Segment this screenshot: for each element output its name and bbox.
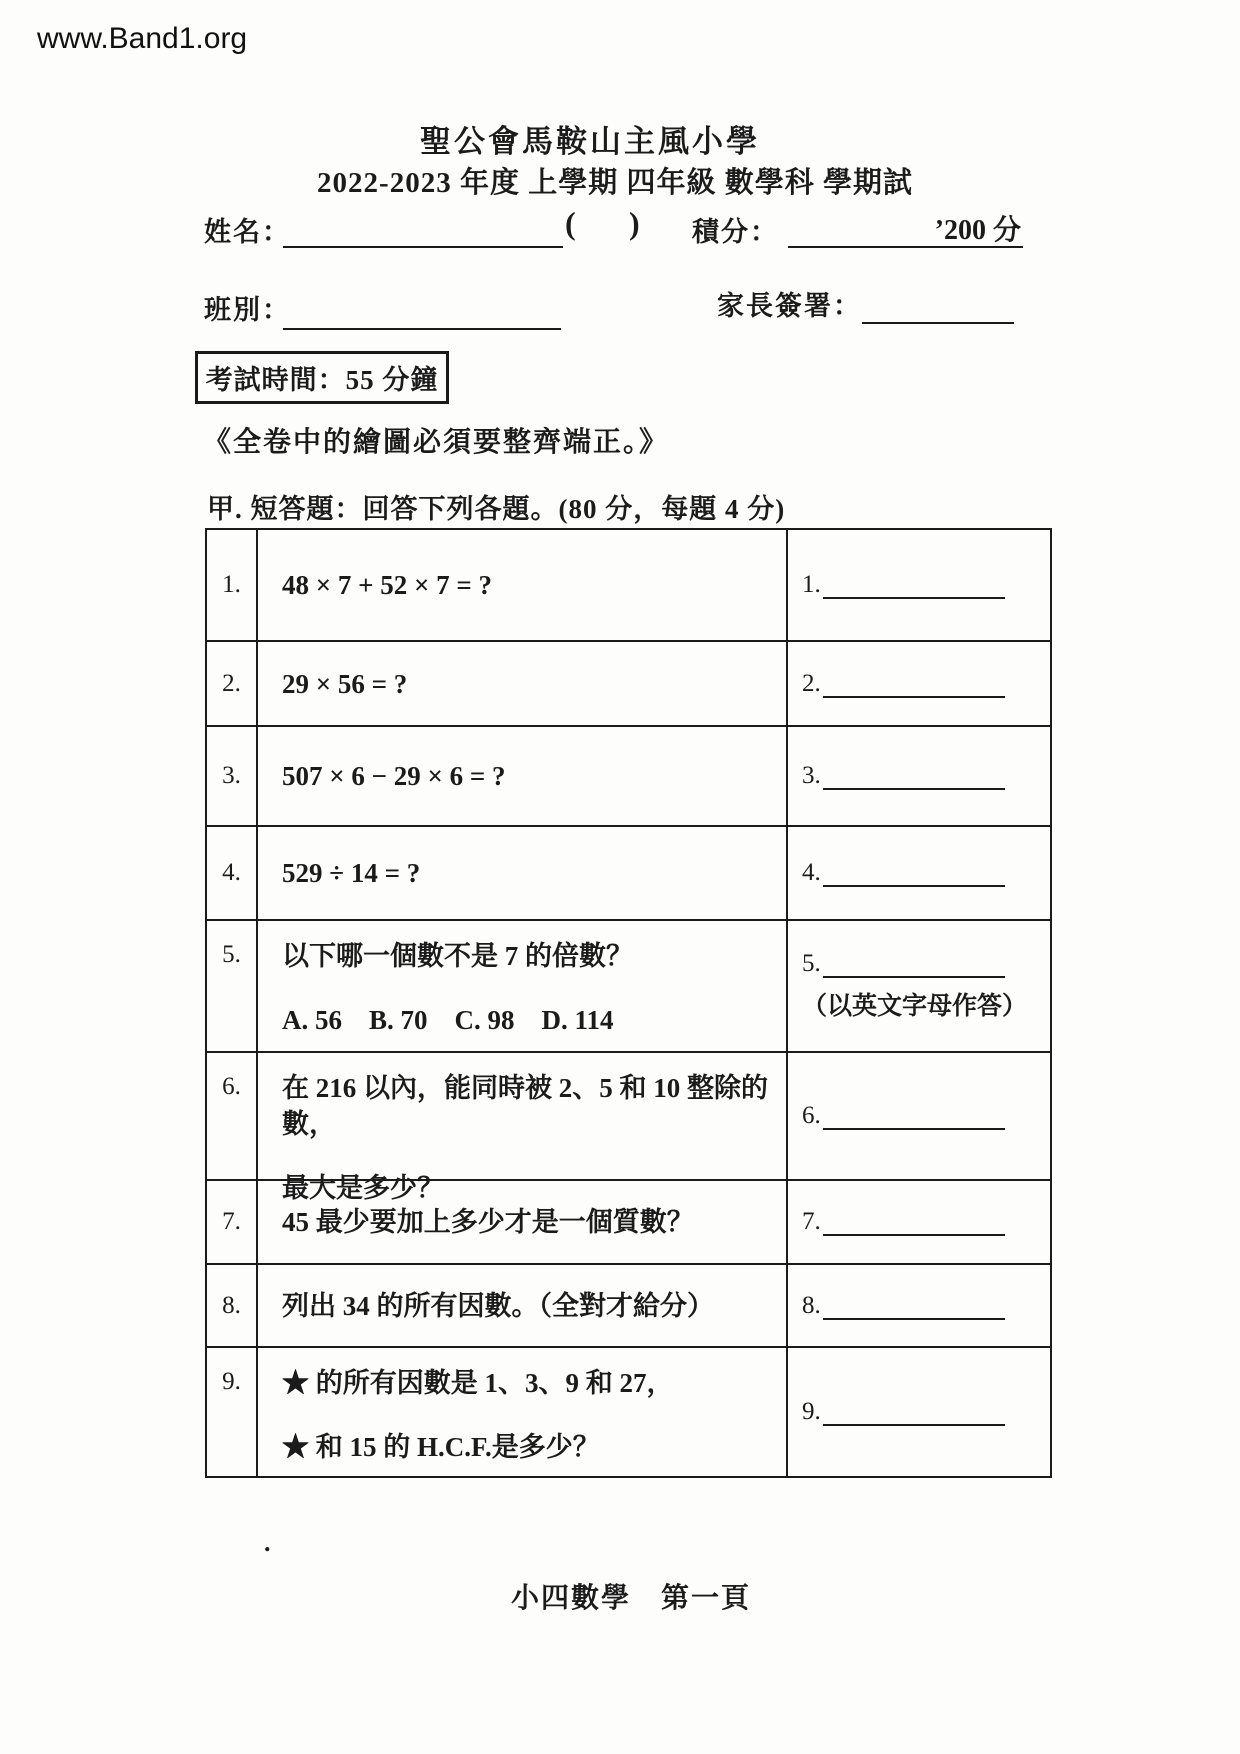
- answer-blank-line: [823, 1398, 1005, 1426]
- stray-mark: .: [264, 1528, 271, 1557]
- question-number: 7.: [207, 1181, 258, 1263]
- question-row-4: [207, 825, 1050, 919]
- question-row-5: [207, 919, 1050, 1051]
- question-row-9: [207, 1346, 1050, 1476]
- score-value: ’200 分: [934, 215, 1021, 246]
- answer-number: 6.: [802, 1102, 821, 1130]
- question-text: 507 × 6 − 29 × 6 = ?: [282, 761, 506, 791]
- question-text: 45 最少要加上多少才是一個質數？: [282, 1207, 694, 1237]
- answer-number: 2.: [802, 669, 821, 697]
- question-row-8: [207, 1263, 1050, 1346]
- question-number: 1.: [207, 530, 258, 640]
- question-row-7: [207, 1179, 1050, 1263]
- question-text: 在 216 以內，能同時被 2、5 和 10 整除的數，: [282, 1073, 768, 1139]
- answer-blank-line: [823, 669, 1005, 697]
- answer-blank-line: [823, 859, 1005, 887]
- class-blank-line: [283, 328, 561, 330]
- question-row-1: [207, 530, 1050, 640]
- question-row-3: [207, 725, 1050, 825]
- question-text: 列出 34 的所有因數。（全對才給分）: [282, 1290, 714, 1321]
- answer-number: 8.: [802, 1291, 821, 1319]
- answer-number: 3.: [802, 762, 821, 790]
- drawing-notice: 《全卷中的繪圖必須要整齊端正。》: [203, 427, 670, 458]
- question-number: 6.: [207, 1053, 258, 1179]
- class-label: 班別：: [204, 295, 291, 325]
- answer-blank-line: [823, 571, 1005, 599]
- answer-number: 1.: [802, 571, 821, 599]
- answer-blank-line: [823, 762, 1005, 790]
- question-text-line-2: ★ 和 15 的 H.C.F.是多少？: [282, 1432, 600, 1462]
- question-table: [205, 528, 1052, 1478]
- question-text: 48 × 7 + 52 × 7 = ?: [282, 570, 493, 600]
- question-number: 4.: [207, 827, 258, 919]
- name-label: 姓名：: [204, 217, 291, 247]
- question-row-2: [207, 640, 1050, 725]
- section-a-header: 甲. 短答題：回答下列各題。(80 分，每題 4 分): [207, 494, 786, 524]
- watermark-url: www.Band1.org: [37, 22, 248, 55]
- name-blank-line: [283, 246, 563, 248]
- answer-blank-line: [823, 1102, 1005, 1130]
- question-text: 29 × 56 = ?: [282, 668, 408, 699]
- question-number: 2.: [207, 642, 258, 725]
- score-label: 積分：: [692, 217, 779, 247]
- question-number: 8.: [207, 1265, 258, 1346]
- page-footer: 小四數學 第一頁: [510, 1583, 751, 1614]
- answer-number: 9.: [802, 1398, 821, 1426]
- name-paren-close: ): [629, 205, 640, 241]
- question-text-line-2: 最大是多少？: [282, 1173, 444, 1203]
- question-text: ★ 的所有因數是 1、3、9 和 27，: [282, 1368, 674, 1398]
- answer-blank-line: [823, 950, 1005, 978]
- exam-title: 2022-2023 年度 上學期 四年級 數學科 學期試: [317, 167, 913, 199]
- answer-number: 4.: [802, 859, 821, 887]
- question-options: A. 56 B. 70 C. 98 D. 114: [282, 1005, 614, 1035]
- exam-time-box: 考試時間：55 分鐘: [195, 351, 449, 404]
- question-number: 3.: [207, 727, 258, 825]
- answer-blank-line: [823, 1208, 1005, 1236]
- question-row-6: [207, 1051, 1050, 1203]
- answer-number: 5.: [802, 950, 821, 978]
- question-number: 9.: [207, 1348, 258, 1476]
- answer-number: 7.: [802, 1208, 821, 1236]
- parent-sign-blank-line: [862, 322, 1014, 324]
- question-text: 以下哪一個數不是 7 的倍數？: [282, 941, 633, 971]
- answer-note: （以英文字母作答）: [802, 993, 1028, 1021]
- parent-sign-label: 家長簽署：: [717, 291, 862, 321]
- answer-blank-line: [823, 1291, 1005, 1319]
- question-text: 529 ÷ 14 = ?: [282, 858, 421, 888]
- school-name: 聖公會馬鞍山主風小學: [420, 124, 760, 159]
- question-number: 5.: [207, 921, 258, 1051]
- name-paren-open: (: [565, 205, 576, 241]
